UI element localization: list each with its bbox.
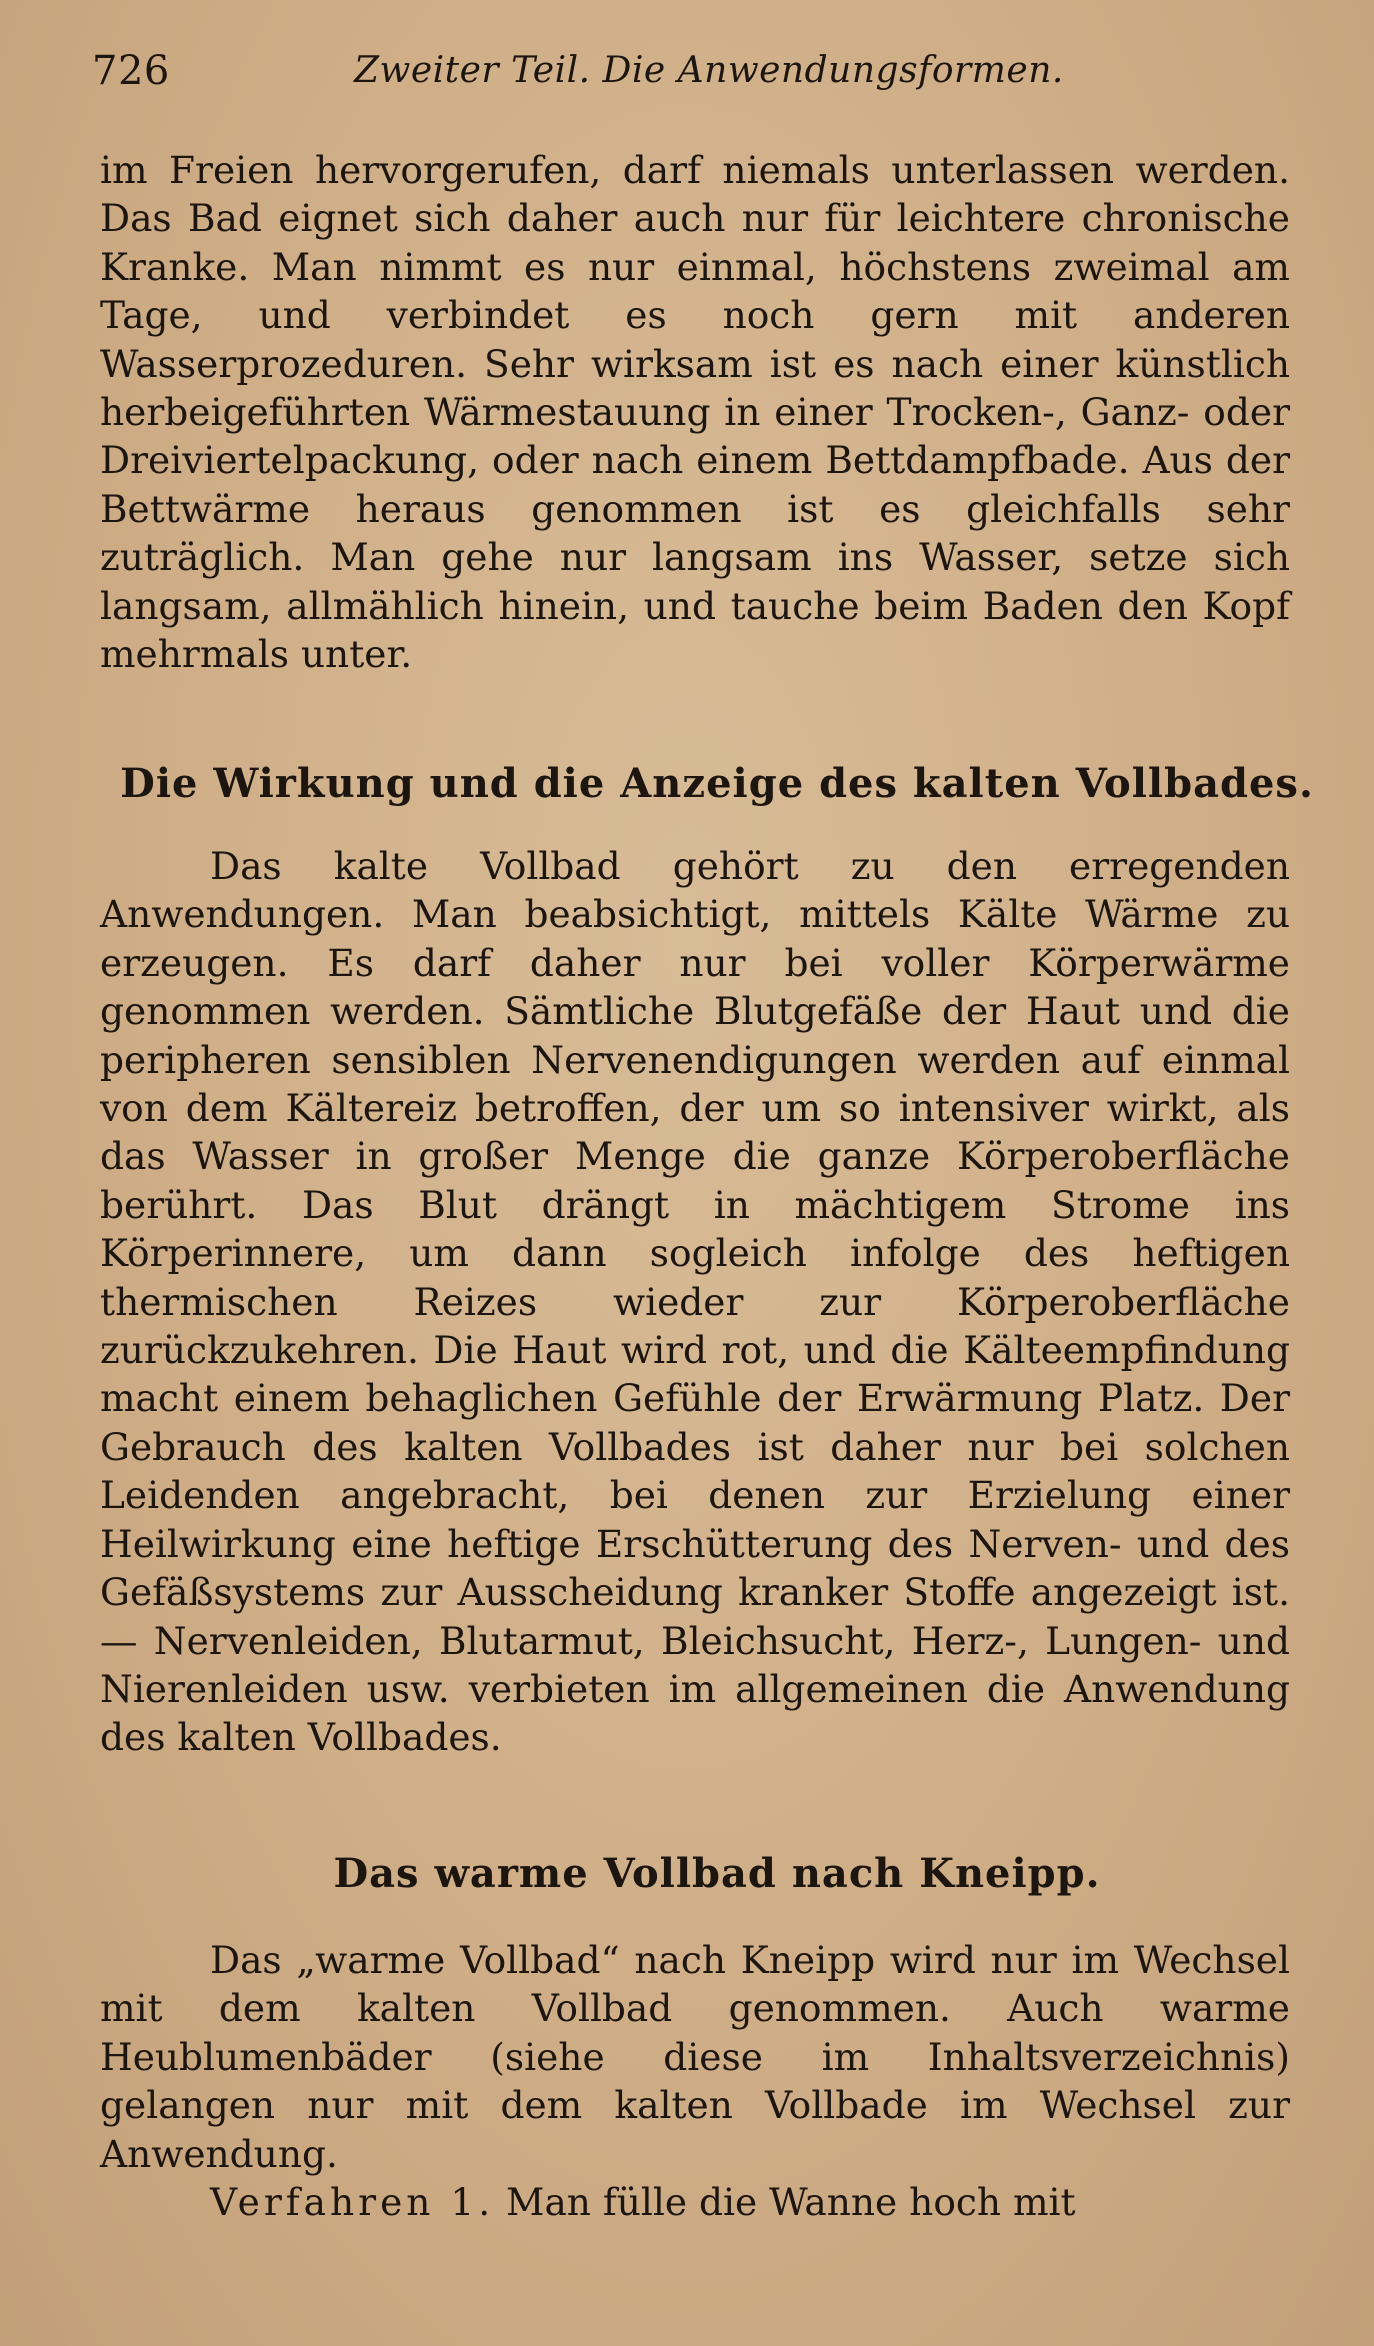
procedure-paragraph (100, 2178, 1290, 2226)
section-1-body (100, 146, 1290, 678)
paragraph-warme-vollbad: Das „warme Vollbad“ nach Kneipp wird nur im Wechsel mit dem kalten Vollbad genommen. Auch warme Heublumenbäder (siehe diese im Inhaltsverzeichnis) gelangen nur mit dem kalten Vollbade im Wechsel zur Anwendung. (100, 1938, 1290, 2176)
section-heading-wirkung: Die Wirkung und die Anzeige des kalten Vollbades. (120, 760, 1314, 807)
page-number: 726 (92, 48, 170, 94)
procedure-text: Man fülle die Wanne hoch mit (506, 2180, 1076, 2225)
running-head: Zweiter Teil. Die Anwendungsformen. (354, 50, 1064, 91)
paragraph-continued: im Freien hervorgerufen, darf niemals unterlassen werden. Das Bad eignet sich daher auch nur für leichtere chronische Kranke. Man nimmt es nur einmal, höchstens zweimal am Tage, und verbindet es noch gern mit anderen Wasserprozeduren. Sehr wirksam ist es nach einer künstlich herbeigeführten Wärmestauung in einer Trocken-, Ganz- oder Dreiviertelpackung, oder nach einem Bettdampfbade. Aus der Bettwärme heraus genommen ist es gleichfalls sehr zuträglich. Man gehe nur langsam ins Wasser, setze sich langsam, allmählich hinein, und tauche beim Baden den Kopf mehrmals unter. (100, 148, 1290, 677)
page-header (92, 48, 1292, 108)
section-3-body (100, 1936, 1290, 2226)
section-heading-warme-vollbad: Das warme Vollbad nach Kneipp. (333, 1850, 1101, 1897)
section-2-body (100, 842, 1290, 1762)
procedure-label: Verfahren 1. (210, 2180, 495, 2225)
paragraph-wirkung: Das kalte Vollbad gehört zu den erregenden Anwendungen. Man beabsichtigt, mittels Kälte Wärme zu erzeugen. Es darf daher nur bei voller Körperwärme genommen werden. Sämtliche Blutgefäße der Haut und die peripheren sensiblen Nervenendigungen werden auf einmal von dem Kältereiz betroffen, der um so intensiver wirkt, als das Wasser in großer Menge die ganze Körperoberfläche berührt. Das Blut drängt in mächtigem Strome ins Körperinnere, um dann sogleich infolge des heftigen thermischen Reizes wieder zur Körperoberfläche zurückzukehren. Die Haut wird rot, und die Kälteempfindung macht einem behaglichen Gefühle der Erwärmung Platz. Der Gebrauch des kalten Vollbades ist daher nur bei solchen Leidenden angebracht, bei denen zur Erzielung einer Heilwirkung eine heftige Erschütterung des Nerven- und des Gefäßsystems zur Ausscheidung kranker Stoffe angezeigt ist. — Nervenleiden, Blutarmut, Bleichsucht, Herz-, Lungen- und Nierenleiden usw. verbieten im allgemeinen die Anwendung des kalten Vollbades. (100, 844, 1290, 1760)
